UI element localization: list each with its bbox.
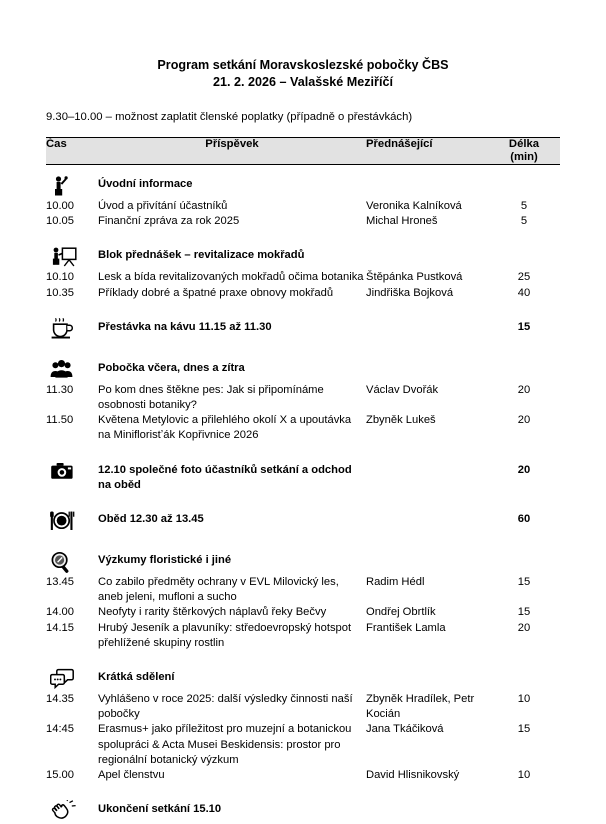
- cell-length: 40: [488, 286, 560, 301]
- cell-length: [488, 349, 560, 383]
- section-header-row: [46, 165, 560, 200]
- table-row: [46, 413, 560, 443]
- magnifier-icon: [46, 553, 92, 575]
- magnifier-icon: [50, 551, 78, 575]
- cell-length: 20: [488, 451, 560, 493]
- cell-length: 10: [488, 768, 560, 783]
- table-row: [46, 575, 560, 605]
- row-spacer: [46, 783, 560, 790]
- section-title: Pobočka včera, dnes a zítra: [98, 349, 366, 383]
- page-title: [46, 0, 560, 91]
- section-title: Přestávka na kávu 11.15 až 11.30: [98, 308, 366, 342]
- table-row: [46, 199, 560, 214]
- cell-length: 15: [488, 722, 560, 768]
- section-header-row: [46, 308, 560, 342]
- page-title-line2: 21. 2. 2026 – Valašské Meziříčí: [46, 74, 560, 91]
- cell-person: [366, 308, 488, 342]
- section-header-row: [46, 790, 560, 824]
- cell-time: 13.45: [46, 575, 98, 605]
- cell-person: [366, 790, 488, 824]
- column-header-length: [488, 138, 560, 165]
- cell-person: Jana Tkáčiková: [366, 722, 488, 768]
- cell-person: [366, 541, 488, 575]
- table-row: [46, 605, 560, 620]
- section-icon-cell: [46, 500, 98, 534]
- cell-time: 11.30: [46, 383, 98, 413]
- section-icon-cell: [46, 541, 98, 575]
- table-row: [46, 621, 560, 651]
- cell-item: Finanční zpráva za rok 2025: [98, 214, 366, 229]
- cell-time: 10.35: [46, 286, 98, 301]
- section-header-row: [46, 451, 560, 493]
- presenter-flipchart-icon: [46, 248, 92, 270]
- clapping-hands-icon: [50, 800, 78, 824]
- cell-person: Ondřej Obrtlík: [366, 605, 488, 620]
- cell-person: Václav Dvořák: [366, 383, 488, 413]
- cell-person: Michal Hroneš: [366, 214, 488, 229]
- table-row: [46, 383, 560, 413]
- cell-person: Veronika Kalníková: [366, 199, 488, 214]
- cell-length: 60: [488, 500, 560, 534]
- row-spacer: [46, 534, 560, 541]
- section-title: Blok přednášek – revitalizace mokřadů: [98, 236, 366, 270]
- cell-time: 10.10: [46, 270, 98, 285]
- cell-length: [488, 165, 560, 200]
- cell-length: 25: [488, 270, 560, 285]
- row-spacer-cell: [46, 534, 560, 541]
- section-icon-cell: [46, 658, 98, 692]
- presenter-flipchart-icon: [50, 246, 80, 268]
- cell-person: Jindřiška Bojková: [366, 286, 488, 301]
- cell-person: [366, 349, 488, 383]
- table-row: [46, 692, 560, 722]
- cell-time: 14.35: [46, 692, 98, 722]
- section-icon-cell: [46, 165, 98, 200]
- camera-icon: [50, 461, 80, 483]
- table-row: [46, 722, 560, 768]
- section-icon-cell: [46, 349, 98, 383]
- column-header-length-sub: (min): [488, 151, 560, 164]
- cell-person: Štěpánka Pustková: [366, 270, 488, 285]
- cell-length: [488, 790, 560, 824]
- row-spacer-cell: [46, 229, 560, 236]
- section-header-row: [46, 349, 560, 383]
- section-icon-cell: [46, 790, 98, 824]
- section-header-row: [46, 236, 560, 270]
- column-header-time: Čas: [46, 138, 98, 165]
- row-spacer: [46, 301, 560, 308]
- table-header-row: [46, 138, 560, 165]
- table-row: [46, 214, 560, 229]
- row-spacer-cell: [46, 342, 560, 349]
- cell-item: Úvod a přivítání účastníků: [98, 199, 366, 214]
- person-raised-hand-icon: [46, 177, 92, 199]
- section-icon-cell: [46, 308, 98, 342]
- cell-item: Lesk a bída revitalizovaných mokřadů očima botanika: [98, 270, 366, 285]
- cell-person: [366, 451, 488, 493]
- column-header-person: Přednášející: [366, 138, 488, 165]
- cell-person: [366, 165, 488, 200]
- cell-person: David Hlisnikovský: [366, 768, 488, 783]
- section-icon-cell: [46, 451, 98, 493]
- cell-person: Zbyněk Lukeš: [366, 413, 488, 443]
- cell-item: Příklady dobré a špatné praxe obnovy mokřadů: [98, 286, 366, 301]
- camera-icon: [46, 463, 92, 485]
- cell-length: 5: [488, 199, 560, 214]
- row-spacer: [46, 493, 560, 500]
- cell-length: [488, 236, 560, 270]
- person-raised-hand-icon: [50, 175, 76, 197]
- row-spacer-cell: [46, 444, 560, 451]
- row-spacer-cell: [46, 783, 560, 790]
- cell-item: Květena Metylovic a přilehlého okolí X a upoutávka na Minifloristʼák Kopřivnice 2026: [98, 413, 366, 443]
- cell-time: 15.00: [46, 768, 98, 783]
- section-header-row: [46, 541, 560, 575]
- row-spacer: [46, 444, 560, 451]
- table-header: [46, 138, 560, 165]
- cell-length: 15: [488, 605, 560, 620]
- row-spacer: [46, 651, 560, 658]
- cell-person: [366, 658, 488, 692]
- row-spacer: [46, 342, 560, 349]
- page-title-line1: Program setkání Moravskoslezské pobočky ČBS: [157, 58, 448, 72]
- cell-item: Hrubý Jeseník a plavuníky: středoevropský hotspot přehlížené skupiny rostlin: [98, 621, 366, 651]
- cell-length: [488, 658, 560, 692]
- cell-person: Radim Hédl: [366, 575, 488, 605]
- row-spacer-cell: [46, 651, 560, 658]
- section-title: Výzkumy floristické i jiné: [98, 541, 366, 575]
- coffee-cup-icon: [46, 320, 92, 342]
- cell-length: 20: [488, 621, 560, 651]
- section-title: Ukončení setkání 15.10: [98, 790, 366, 824]
- row-spacer: [46, 229, 560, 236]
- section-header-row: [46, 500, 560, 534]
- table-row: [46, 270, 560, 285]
- cell-length: [488, 541, 560, 575]
- column-header-item: Příspěvek: [98, 138, 366, 165]
- cell-item: Neofyty i rarity štěrkových náplavů řeky Bečvy: [98, 605, 366, 620]
- intro-note: 9.30–10.00 – možnost zaplatit členské poplatky (případně o přestávkách): [46, 91, 560, 135]
- column-header-length-main: Délka: [509, 138, 539, 150]
- cell-person: [366, 236, 488, 270]
- table-body: [46, 165, 560, 824]
- row-spacer-cell: [46, 301, 560, 308]
- row-spacer-cell: [46, 493, 560, 500]
- section-title: Oběd 12.30 až 13.45: [98, 500, 366, 534]
- section-icon-cell: [46, 236, 98, 270]
- cell-length: 20: [488, 383, 560, 413]
- speech-bubbles-icon: [50, 668, 80, 692]
- cell-time: 10.00: [46, 199, 98, 214]
- dinner-plate-icon: [46, 512, 92, 534]
- cell-length: 10: [488, 692, 560, 722]
- cell-item: Co zabilo předměty ochrany v EVL Milovický les, aneb jeleni, mufloni a sucho: [98, 575, 366, 605]
- section-title: 12.10 společné foto účastníků setkání a odchod na oběd: [98, 451, 366, 493]
- table-row: [46, 768, 560, 783]
- people-group-icon: [50, 359, 78, 381]
- cell-length: 15: [488, 575, 560, 605]
- section-title: Úvodní informace: [98, 165, 366, 200]
- people-group-icon: [46, 361, 92, 383]
- cell-person: František Lamla: [366, 621, 488, 651]
- dinner-plate-icon: [50, 510, 80, 532]
- clapping-hands-icon: [46, 802, 92, 824]
- cell-item: Erasmus+ jako příležitost pro muzejní a botanickou spolupráci & Acta Musei Beskidensis: prostor pro regionální botanický výzkum: [98, 722, 366, 768]
- section-header-row: [46, 658, 560, 692]
- coffee-cup-icon: [50, 318, 80, 340]
- cell-length: 15: [488, 308, 560, 342]
- cell-length: 5: [488, 214, 560, 229]
- cell-item: Po kom dnes štěkne pes: Jak si připomínáme osobnosti botaniky?: [98, 383, 366, 413]
- speech-bubbles-icon: [46, 670, 92, 692]
- cell-time: 14.00: [46, 605, 98, 620]
- cell-time: 14.15: [46, 621, 98, 651]
- cell-person: Zbyněk Hradílek, Petr Kocián: [366, 692, 488, 722]
- program-table: [46, 137, 560, 824]
- cell-time: 10.05: [46, 214, 98, 229]
- table-row: [46, 286, 560, 301]
- cell-time: 14:45: [46, 722, 98, 768]
- section-title: Krátká sdělení: [98, 658, 366, 692]
- cell-time: 11.50: [46, 413, 98, 443]
- cell-item: Apel členstvu: [98, 768, 366, 783]
- cell-item: Vyhlášeno v roce 2025: další výsledky činnosti naší pobočky: [98, 692, 366, 722]
- cell-length: 20: [488, 413, 560, 443]
- cell-person: [366, 500, 488, 534]
